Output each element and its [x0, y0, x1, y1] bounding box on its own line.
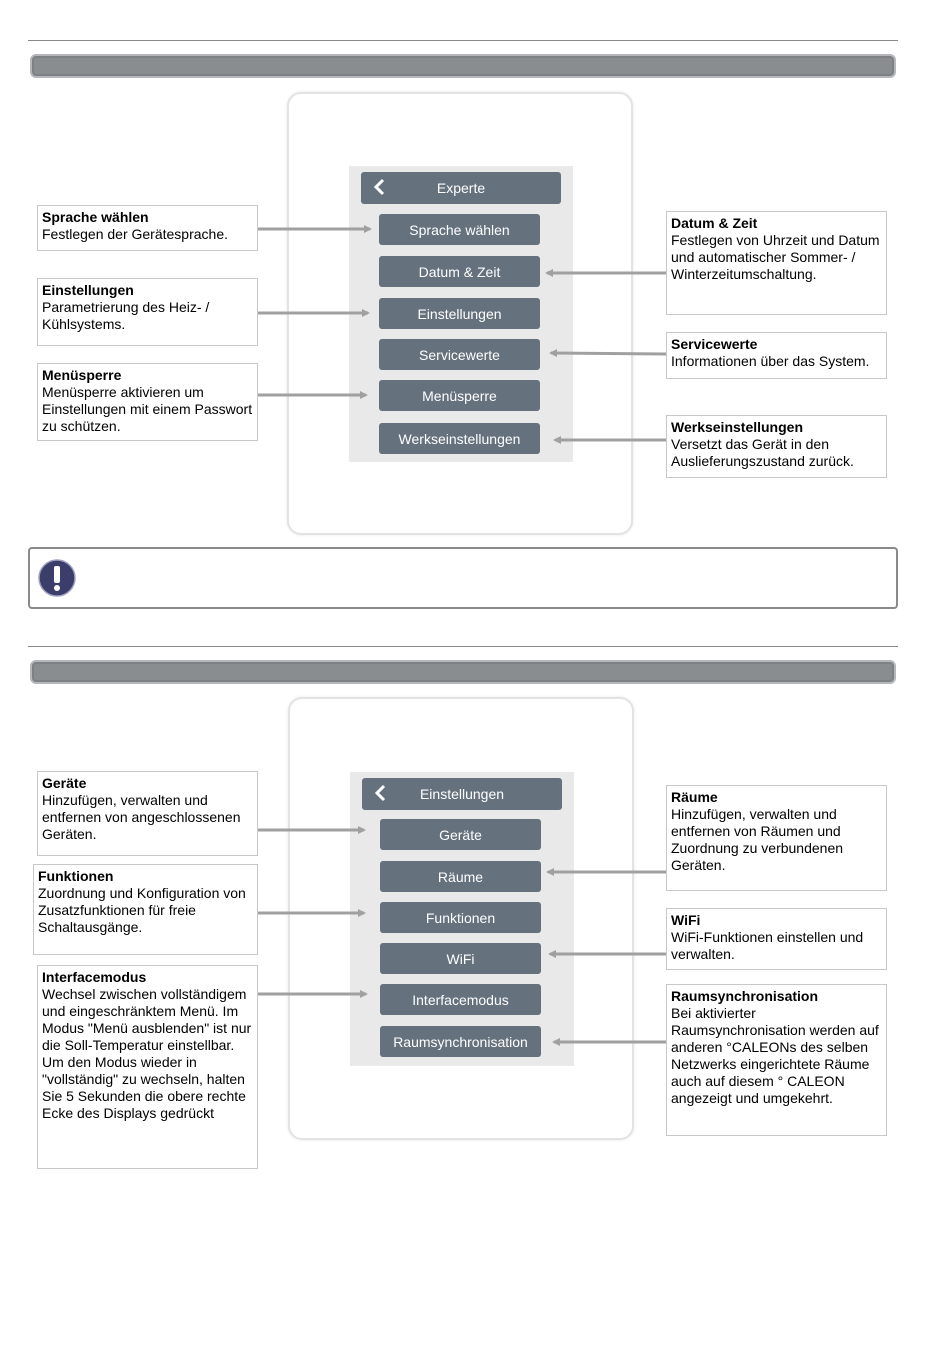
- menu-button-raeume[interactable]: Räume: [380, 861, 541, 892]
- menu-title: Einstellungen: [419, 786, 505, 802]
- note-title: Geräte: [42, 775, 87, 791]
- note-desc: Versetzt das Gerät in den Auslieferungszustand zurück.: [671, 436, 854, 469]
- note-geraete: [37, 771, 258, 856]
- top-rule: [28, 40, 898, 41]
- menu-button-werkseinstellungen[interactable]: Werkseinstellungen: [379, 423, 540, 454]
- note-desc: Bei aktivierter Raumsynchronisation werden auf anderen °CALEONs des selben Netzwerks eingerichtete Räume auch auf diesem ° CALEON angezeigt und umgekehrt.: [671, 1005, 879, 1106]
- section2-header-bar: [30, 660, 896, 684]
- note-desc: Zuordnung und Konfiguration von Zusatzfunktionen für freie Schaltausgänge.: [38, 885, 246, 935]
- menu-button-sprache[interactable]: Sprache wählen: [379, 214, 540, 245]
- menu-header-2[interactable]: [362, 778, 562, 810]
- note-einstellungen: [37, 278, 258, 346]
- menu-button-menuesperre[interactable]: Menüsperre: [379, 380, 540, 411]
- note-sprache: [37, 205, 258, 251]
- exclamation-icon: [38, 559, 76, 597]
- note-title: Einstellungen: [42, 282, 134, 298]
- note-desc: Hinzufügen, verwalten und entfernen von angeschlossenen Geräten.: [42, 792, 241, 842]
- warning-box: [28, 547, 898, 609]
- note-desc: Festlegen der Gerätesprache.: [42, 226, 228, 242]
- menu-title: Experte: [436, 180, 486, 196]
- note-title: WiFi: [671, 912, 701, 928]
- menu-panel-2: [350, 772, 574, 1066]
- note-title: Servicewerte: [671, 336, 758, 352]
- note-title: Werkseinstellungen: [671, 419, 804, 435]
- note-desc: Parametrierung des Heiz- / Kühlsystems.: [42, 299, 210, 332]
- note-title: Datum & Zeit: [671, 215, 758, 231]
- note-werkseinstellungen: [666, 415, 887, 478]
- note-menuesperre: [37, 363, 258, 441]
- note-desc: Hinzufügen, verwalten und entfernen von Räumen und Zuordnung zu verbundenen Geräten.: [671, 806, 844, 873]
- note-raeume: [666, 785, 887, 891]
- menu-button-einstellungen[interactable]: Einstellungen: [379, 298, 540, 329]
- menu-button-raumsynchronisation[interactable]: Raumsynchronisation: [380, 1026, 541, 1057]
- section2-rule: [28, 646, 898, 647]
- note-title: Raumsynchronisation: [671, 988, 819, 1004]
- menu-button-geraete[interactable]: Geräte: [380, 819, 541, 850]
- menu-button-datum-zeit[interactable]: Datum & Zeit: [379, 256, 540, 287]
- menu-panel: [349, 166, 573, 462]
- menu-header[interactable]: [361, 172, 561, 204]
- note-datum-zeit: [666, 211, 887, 315]
- note-desc: Festlegen von Uhrzeit und Datum und automatischer Sommer- / Winterzeitumschaltung.: [671, 232, 880, 282]
- chevron-left-icon[interactable]: [372, 783, 388, 803]
- chevron-left-icon[interactable]: [371, 177, 387, 197]
- note-title: Interfacemodus: [42, 969, 147, 985]
- menu-button-interfacemodus[interactable]: Interfacemodus: [380, 984, 541, 1015]
- note-raumsynchronisation: [666, 984, 887, 1136]
- note-title: Sprache wählen: [42, 209, 149, 225]
- note-interfacemodus: [37, 965, 258, 1169]
- note-desc: Wechsel zwischen vollständigem und eingeschränktem Menü. Im Modus "Menü ausblenden" ist nur die Soll-Temperatur einstellbar. Um den Modus wieder in "vollständig" zu wechseln, halten Sie 5 Sekunden die obere rechte Ecke des Displays gedrückt: [42, 986, 252, 1121]
- menu-button-wifi[interactable]: WiFi: [380, 943, 541, 974]
- menu-button-funktionen[interactable]: Funktionen: [380, 902, 541, 933]
- note-title: Räume: [671, 789, 718, 805]
- note-desc: Informationen über das System.: [671, 353, 870, 369]
- note-title: Funktionen: [38, 868, 114, 884]
- note-wifi: [666, 908, 887, 970]
- note-desc: WiFi-Funktionen einstellen und verwalten.: [671, 929, 864, 962]
- note-title: Menüsperre: [42, 367, 122, 383]
- note-funktionen: [33, 864, 258, 955]
- note-desc: Menüsperre aktivieren um Einstellungen mit einem Passwort zu schützen.: [42, 384, 253, 434]
- menu-button-servicewerte[interactable]: Servicewerte: [379, 339, 540, 370]
- section-header-bar: [30, 54, 896, 78]
- note-servicewerte: [666, 332, 887, 379]
